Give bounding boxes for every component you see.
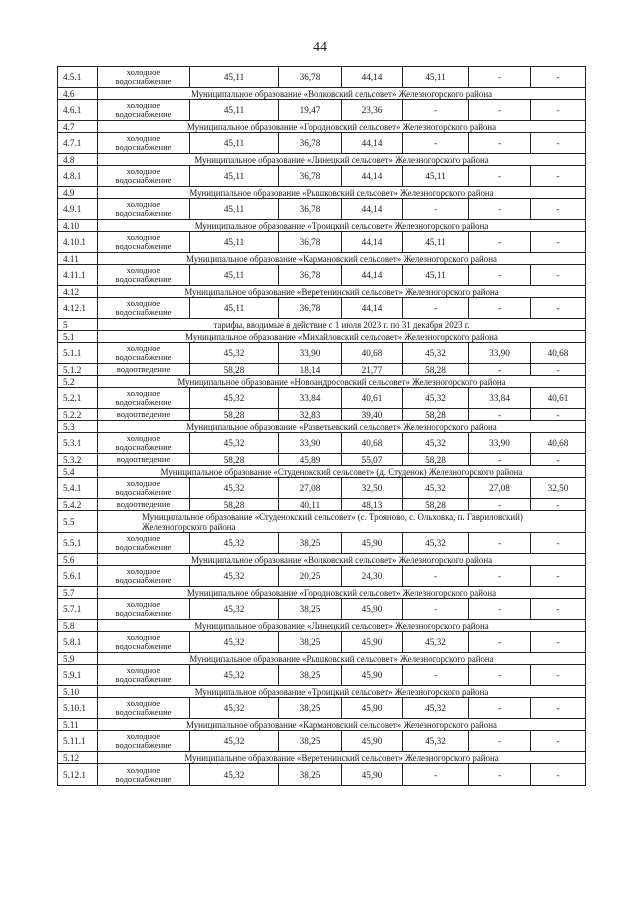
tariff-value: - xyxy=(531,409,586,421)
tariff-value: 27,08 xyxy=(279,478,342,499)
row-number: 5.3 xyxy=(58,421,98,433)
row-number: 5.1 xyxy=(58,331,98,343)
tariff-value: 36,78 xyxy=(279,133,342,154)
tariff-value: 45,32 xyxy=(190,478,279,499)
row-number: 5.9 xyxy=(58,653,98,665)
tariff-value: - xyxy=(531,364,586,376)
tariff-value: - xyxy=(469,566,531,587)
tariff-value: 45,32 xyxy=(403,632,469,653)
section-title: Муниципальное образование «Волковский сельсовет» Железногорского района xyxy=(98,88,586,100)
tariff-value: 36,78 xyxy=(279,298,342,319)
table-row xyxy=(58,632,586,653)
service-name: холодное водоснабжение xyxy=(98,478,190,499)
tariff-value: 19,47 xyxy=(279,100,342,121)
tariff-value: 45,90 xyxy=(342,665,403,686)
tariff-value: - xyxy=(531,454,586,466)
row-number: 4.8 xyxy=(58,154,98,166)
service-name: холодное водоснабжение xyxy=(98,343,190,364)
tariff-value: 58,28 xyxy=(190,499,279,511)
tariff-value: - xyxy=(403,599,469,620)
service-name: холодное водоснабжение xyxy=(98,533,190,554)
service-name: холодное водоснабжение xyxy=(98,133,190,154)
row-number: 5.2 xyxy=(58,376,98,388)
tariff-value: 45,32 xyxy=(190,665,279,686)
tariff-value: 44,14 xyxy=(342,232,403,253)
tariff-value: 33,90 xyxy=(279,343,342,364)
tariff-value: 33,84 xyxy=(279,388,342,409)
tariff-value: 45,32 xyxy=(190,533,279,554)
table-row xyxy=(58,478,586,499)
tariff-value: 45,90 xyxy=(342,698,403,719)
tariff-value: 36,78 xyxy=(279,166,342,187)
tariff-value: - xyxy=(469,100,531,121)
tariff-value: 33,90 xyxy=(279,433,342,454)
tariff-value: 45,90 xyxy=(342,599,403,620)
table-row xyxy=(58,533,586,554)
tariff-value: 44,14 xyxy=(342,67,403,88)
tariff-value: - xyxy=(469,298,531,319)
table-row xyxy=(58,665,586,686)
tariff-value: 45,90 xyxy=(342,632,403,653)
tariff-value: 44,14 xyxy=(342,298,403,319)
row-number: 5.11 xyxy=(58,719,98,731)
tariff-value: 45,32 xyxy=(403,343,469,364)
tariff-value: - xyxy=(531,298,586,319)
row-number: 5.1.2 xyxy=(58,364,98,376)
tariff-value: 32,50 xyxy=(531,478,586,499)
tariff-value: - xyxy=(531,133,586,154)
section-header-row xyxy=(58,331,586,343)
tariff-value: - xyxy=(403,100,469,121)
tariff-value: - xyxy=(469,265,531,286)
row-number: 5.3.2 xyxy=(58,454,98,466)
tariff-value: 58,28 xyxy=(403,499,469,511)
tariff-value: 38,25 xyxy=(279,764,342,786)
section-title: Муниципальное образование «Кармановский сельсовет» Железногорского района xyxy=(98,719,586,731)
row-number: 4.6.1 xyxy=(58,100,98,121)
row-number: 4.11.1 xyxy=(58,265,98,286)
tariff-value: 40,11 xyxy=(279,499,342,511)
tariff-value: 55,07 xyxy=(342,454,403,466)
service-name: холодное водоснабжение xyxy=(98,67,190,88)
section-header-row xyxy=(58,319,586,331)
row-number: 5.8 xyxy=(58,620,98,632)
service-name: холодное водоснабжение xyxy=(98,199,190,220)
tariff-value: 38,25 xyxy=(279,698,342,719)
section-title: Муниципальное образование «Троицкий сельсовет» Железногорского района xyxy=(98,686,586,698)
tariff-value: 33,90 xyxy=(469,433,531,454)
row-number: 5.9.1 xyxy=(58,665,98,686)
tariff-value: - xyxy=(469,665,531,686)
section-header-row xyxy=(58,587,586,599)
service-name: холодное водоснабжение xyxy=(98,632,190,653)
tariff-value: 38,25 xyxy=(279,632,342,653)
row-number: 5 xyxy=(58,319,98,331)
tariff-value: 45,11 xyxy=(190,67,279,88)
tariff-value: 38,25 xyxy=(279,599,342,620)
service-name: водоотведение xyxy=(98,454,190,466)
row-number: 5.3.1 xyxy=(58,433,98,454)
table-row xyxy=(58,232,586,253)
tariff-value: 45,11 xyxy=(190,133,279,154)
tariff-value: 39,40 xyxy=(342,409,403,421)
row-number: 4.12 xyxy=(58,286,98,298)
row-number: 5.4 xyxy=(58,466,98,478)
tariff-value: 44,14 xyxy=(342,265,403,286)
section-title: Муниципальное образование «Веретенинский сельсовет» Железногорского района xyxy=(98,286,586,298)
section-title: тарифы, вводимые в действие с 1 июля 2023 г. по 31 декабря 2023 г. xyxy=(98,319,586,331)
table-row xyxy=(58,298,586,319)
tariff-value: 45,11 xyxy=(190,166,279,187)
tariff-value: 40,61 xyxy=(531,388,586,409)
tariff-value: 23,36 xyxy=(342,100,403,121)
section-header-row xyxy=(58,187,586,199)
tariff-value: 36,78 xyxy=(279,199,342,220)
tariff-value: 44,14 xyxy=(342,133,403,154)
service-name: водоотведение xyxy=(98,364,190,376)
tariff-value: 40,61 xyxy=(342,388,403,409)
tariff-value: - xyxy=(403,199,469,220)
row-number: 4.9 xyxy=(58,187,98,199)
tariff-value: 45,89 xyxy=(279,454,342,466)
tariff-value: - xyxy=(469,698,531,719)
tariff-value: - xyxy=(531,599,586,620)
tariff-value: 45,32 xyxy=(190,731,279,752)
section-title: Муниципальное образование «Студенокский сельсовет» (с. Трояново, с. Ольховка, п. Гавриловский) Железногорского района xyxy=(98,511,586,533)
row-number: 5.2.1 xyxy=(58,388,98,409)
table-row xyxy=(58,265,586,286)
row-number: 4.8.1 xyxy=(58,166,98,187)
tariff-value: 58,28 xyxy=(403,454,469,466)
row-number: 5.1.1 xyxy=(58,343,98,364)
row-number: 5.7 xyxy=(58,587,98,599)
tariff-value: 40,68 xyxy=(531,343,586,364)
tariff-value: - xyxy=(403,298,469,319)
section-header-row xyxy=(58,686,586,698)
row-number: 5.5.1 xyxy=(58,533,98,554)
section-header-row xyxy=(58,154,586,166)
tariff-value: - xyxy=(403,764,469,786)
service-name: холодное водоснабжение xyxy=(98,232,190,253)
tariff-value: 20,25 xyxy=(279,566,342,587)
tariff-value: - xyxy=(469,764,531,786)
row-number: 5.12.1 xyxy=(58,764,98,786)
section-header-row xyxy=(58,752,586,764)
tariff-value: - xyxy=(531,533,586,554)
tariff-value: - xyxy=(469,454,531,466)
service-name: водоотведение xyxy=(98,409,190,421)
row-number: 5.8.1 xyxy=(58,632,98,653)
tariff-value: - xyxy=(531,698,586,719)
service-name: холодное водоснабжение xyxy=(98,566,190,587)
tariff-value: 45,32 xyxy=(190,632,279,653)
section-header-row xyxy=(58,253,586,265)
tariff-value: 18,14 xyxy=(279,364,342,376)
tariff-value: 45,11 xyxy=(190,100,279,121)
tariff-value: 45,32 xyxy=(190,599,279,620)
tariff-value: 40,68 xyxy=(531,433,586,454)
section-title: Муниципальное образование «Линецкий сельсовет» Железногорского района xyxy=(98,154,586,166)
section-header-row xyxy=(58,554,586,566)
tariff-value: - xyxy=(469,199,531,220)
tariff-value: - xyxy=(469,166,531,187)
section-title: Муниципальное образование «Рышковский сельсовет» Железногорского района xyxy=(98,653,586,665)
section-header-row xyxy=(58,466,586,478)
tariff-value: 33,90 xyxy=(469,343,531,364)
row-number: 5.6 xyxy=(58,554,98,566)
table-row xyxy=(58,698,586,719)
table-row xyxy=(58,364,586,376)
row-number: 4.7.1 xyxy=(58,133,98,154)
row-number: 5.10.1 xyxy=(58,698,98,719)
tariff-value: 58,28 xyxy=(190,409,279,421)
table-row xyxy=(58,566,586,587)
tariff-value: 38,25 xyxy=(279,665,342,686)
section-title: Муниципальное образование «Веретенинский сельсовет» Железногорского района xyxy=(98,752,586,764)
tariff-value: - xyxy=(469,232,531,253)
service-name: холодное водоснабжение xyxy=(98,298,190,319)
tariff-value: - xyxy=(531,499,586,511)
section-header-row xyxy=(58,511,586,533)
section-header-row xyxy=(58,286,586,298)
tariff-value: 58,28 xyxy=(403,364,469,376)
section-header-row xyxy=(58,220,586,232)
tariff-value: 45,11 xyxy=(403,67,469,88)
tariff-value: 45,90 xyxy=(342,764,403,786)
service-name: водоотведение xyxy=(98,499,190,511)
tariff-table xyxy=(57,66,586,786)
tariff-value: - xyxy=(531,665,586,686)
row-number: 5.4.2 xyxy=(58,499,98,511)
tariff-value: - xyxy=(403,566,469,587)
tariff-value: 44,14 xyxy=(342,199,403,220)
tariff-value: 48,13 xyxy=(342,499,403,511)
tariff-value: 45,32 xyxy=(403,388,469,409)
table-row xyxy=(58,100,586,121)
tariff-value: 45,90 xyxy=(342,533,403,554)
service-name: холодное водоснабжение xyxy=(98,100,190,121)
tariff-value: 44,14 xyxy=(342,166,403,187)
table-row xyxy=(58,409,586,421)
tariff-value: - xyxy=(531,166,586,187)
tariff-value: 45,11 xyxy=(403,232,469,253)
table-row xyxy=(58,343,586,364)
table-row xyxy=(58,199,586,220)
tariff-value: 32,83 xyxy=(279,409,342,421)
tariff-value: 45,32 xyxy=(190,698,279,719)
tariff-value: - xyxy=(531,764,586,786)
row-number: 4.12.1 xyxy=(58,298,98,319)
section-header-row xyxy=(58,421,586,433)
tariff-value: - xyxy=(403,665,469,686)
service-name: холодное водоснабжение xyxy=(98,433,190,454)
tariff-value: - xyxy=(531,100,586,121)
table-row xyxy=(58,433,586,454)
tariff-value: 32,50 xyxy=(342,478,403,499)
tariff-value: 45,90 xyxy=(342,731,403,752)
tariff-value: 45,11 xyxy=(190,298,279,319)
service-name: холодное водоснабжение xyxy=(98,764,190,786)
row-number: 5.6.1 xyxy=(58,566,98,587)
table-row xyxy=(58,166,586,187)
tariff-value: 45,32 xyxy=(190,343,279,364)
row-number: 4.10 xyxy=(58,220,98,232)
tariff-value: - xyxy=(469,599,531,620)
table-row xyxy=(58,731,586,752)
row-number: 4.10.1 xyxy=(58,232,98,253)
tariff-value: 36,78 xyxy=(279,67,342,88)
tariff-value: 45,32 xyxy=(190,388,279,409)
row-number: 4.5.1 xyxy=(58,67,98,88)
tariff-value: 38,25 xyxy=(279,731,342,752)
row-number: 4.9.1 xyxy=(58,199,98,220)
section-header-row xyxy=(58,653,586,665)
row-number: 5.2.2 xyxy=(58,409,98,421)
tariff-value: 45,32 xyxy=(190,433,279,454)
tariff-value: 45,32 xyxy=(190,764,279,786)
service-name: холодное водоснабжение xyxy=(98,388,190,409)
tariff-value: 45,11 xyxy=(190,265,279,286)
tariff-value: 45,11 xyxy=(403,265,469,286)
table-row xyxy=(58,133,586,154)
tariff-value: - xyxy=(531,232,586,253)
page-number: 44 xyxy=(313,40,327,55)
table-row xyxy=(58,67,586,88)
section-title: Муниципальное образование «Городновский сельсовет» Железногорского района xyxy=(98,121,586,133)
section-header-row xyxy=(58,88,586,100)
tariff-value: 38,25 xyxy=(279,533,342,554)
tariff-value: - xyxy=(531,632,586,653)
section-header-row xyxy=(58,376,586,388)
tariff-value: 24,30 xyxy=(342,566,403,587)
tariff-value: 27,08 xyxy=(469,478,531,499)
section-title: Муниципальное образование «Разветьевский сельсовет» Железногорского района xyxy=(98,421,586,433)
tariff-value: 58,28 xyxy=(403,409,469,421)
row-number: 4.7 xyxy=(58,121,98,133)
tariff-value: 45,32 xyxy=(190,566,279,587)
row-number: 5.5 xyxy=(58,511,98,533)
tariff-value: - xyxy=(469,533,531,554)
tariff-value: 45,32 xyxy=(403,533,469,554)
tariff-value: 21,77 xyxy=(342,364,403,376)
section-header-row xyxy=(58,719,586,731)
tariff-value: - xyxy=(531,265,586,286)
tariff-value: 45,32 xyxy=(403,433,469,454)
section-title: Муниципальное образование «Линецкий сельсовет» Железногорского района xyxy=(98,620,586,632)
tariff-value: 45,32 xyxy=(403,698,469,719)
section-title: Муниципальное образование «Волковский сельсовет» Железногорского района xyxy=(98,554,586,566)
service-name: холодное водоснабжение xyxy=(98,698,190,719)
row-number: 4.6 xyxy=(58,88,98,100)
tariff-value: 45,32 xyxy=(403,731,469,752)
table-row xyxy=(58,764,586,786)
tariff-value: - xyxy=(403,133,469,154)
tariff-value: 45,11 xyxy=(190,232,279,253)
service-name: холодное водоснабжение xyxy=(98,665,190,686)
tariff-value: 45,32 xyxy=(403,478,469,499)
section-title: Муниципальное образование «Михайловский сельсовет» Железногорского района xyxy=(98,331,586,343)
service-name: холодное водоснабжение xyxy=(98,731,190,752)
section-title: Муниципальное образование «Студенокский сельсовет» (д. Студенок) Железногорского района xyxy=(98,466,586,478)
tariff-value: - xyxy=(531,731,586,752)
row-number: 5.10 xyxy=(58,686,98,698)
section-title: Муниципальное образование «Новоандросовский сельсовет» Железногорского района xyxy=(98,376,586,388)
tariff-value: - xyxy=(531,67,586,88)
service-name: холодное водоснабжение xyxy=(98,265,190,286)
service-name: холодное водоснабжение xyxy=(98,166,190,187)
tariff-value: - xyxy=(531,566,586,587)
service-name: холодное водоснабжение xyxy=(98,599,190,620)
tariff-value: 58,28 xyxy=(190,364,279,376)
tariff-value: 45,11 xyxy=(190,199,279,220)
tariff-value: - xyxy=(469,364,531,376)
tariff-value: 45,11 xyxy=(403,166,469,187)
section-header-row xyxy=(58,121,586,133)
row-number: 5.12 xyxy=(58,752,98,764)
tariff-value: 58,28 xyxy=(190,454,279,466)
table-row xyxy=(58,388,586,409)
tariff-value: - xyxy=(469,67,531,88)
table-row xyxy=(58,454,586,466)
row-number: 5.4.1 xyxy=(58,478,98,499)
tariff-value: 36,78 xyxy=(279,232,342,253)
tariff-value: 33,84 xyxy=(469,388,531,409)
table-row xyxy=(58,599,586,620)
tariff-value: - xyxy=(469,409,531,421)
tariff-value: - xyxy=(531,199,586,220)
tariff-value: - xyxy=(469,632,531,653)
tariff-value: 40,68 xyxy=(342,343,403,364)
section-title: Муниципальное образование «Кармановский сельсовет» Железногорского района xyxy=(98,253,586,265)
tariff-value: 36,78 xyxy=(279,265,342,286)
tariff-value: 40,68 xyxy=(342,433,403,454)
tariff-value: - xyxy=(469,499,531,511)
row-number: 5.11.1 xyxy=(58,731,98,752)
row-number: 4.11 xyxy=(58,253,98,265)
section-title: Муниципальное образование «Рышковский сельсовет» Железногорского района xyxy=(98,187,586,199)
tariff-value: - xyxy=(469,731,531,752)
tariff-value: - xyxy=(469,133,531,154)
table-row xyxy=(58,499,586,511)
section-header-row xyxy=(58,620,586,632)
section-title: Муниципальное образование «Троицкий сельсовет» Железногорского района xyxy=(98,220,586,232)
section-title: Муниципальное образование «Городновский сельсовет» Железногорского района xyxy=(98,587,586,599)
row-number: 5.7.1 xyxy=(58,599,98,620)
